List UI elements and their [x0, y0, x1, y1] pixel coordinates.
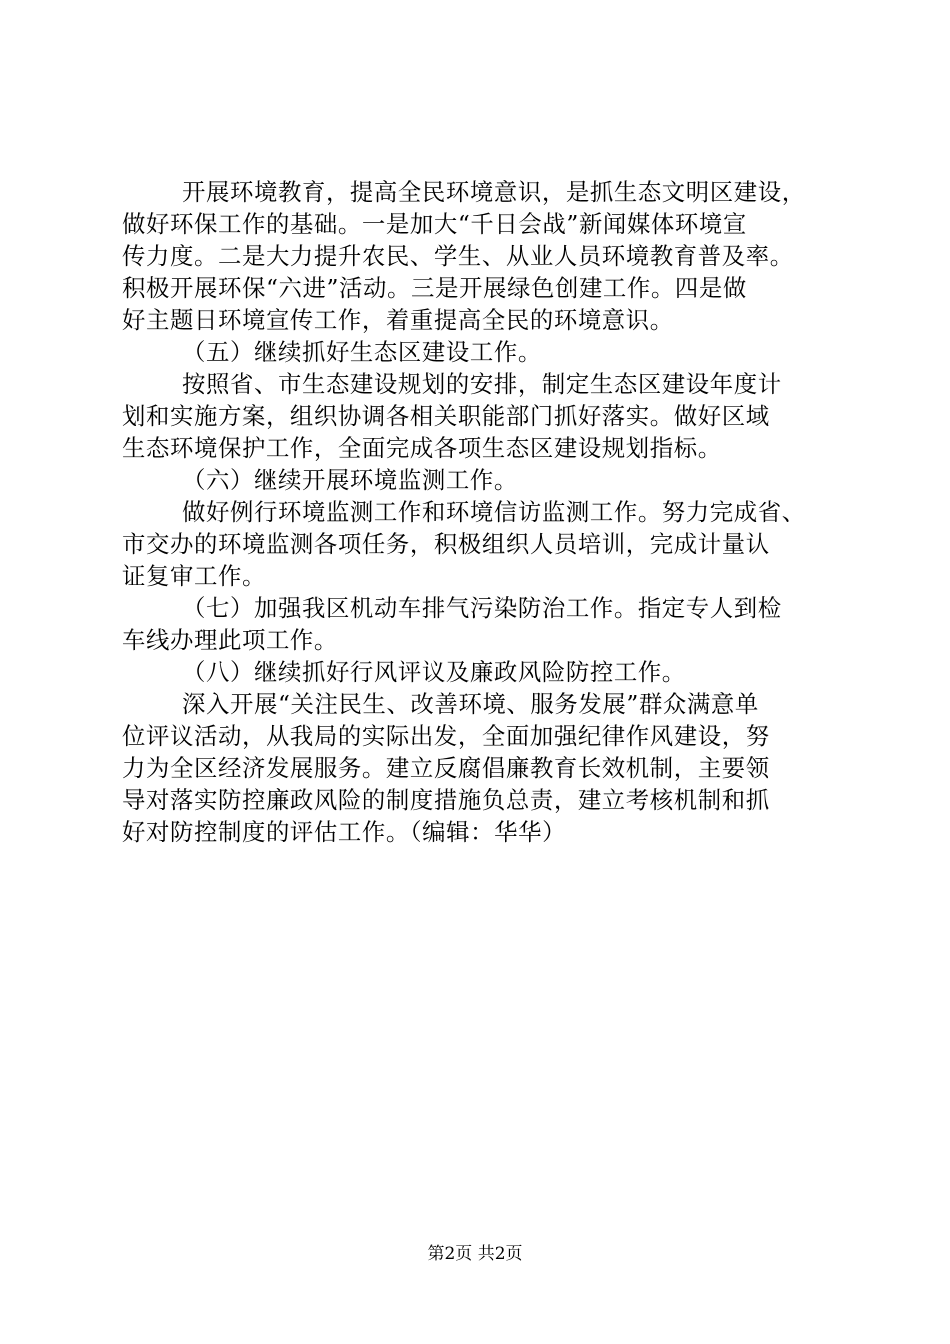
text-line: 力为全区经济发展服务。建立反腐倡廉教育长效机制，主要领 — [122, 754, 770, 782]
text-line: 市交办的环境监测各项任务，积极组织人员培训，完成计量认 — [122, 530, 770, 558]
section-heading: （五）继续抓好生态区建设工作。 — [182, 338, 542, 366]
document-body — [122, 176, 838, 848]
page-number-footer: 第2页 共2页 — [427, 1244, 523, 1264]
text-line: 做好例行环境监测工作和环境信访监测工作。努力完成省、 — [182, 498, 806, 526]
text-line: 划和实施方案，组织协调各相关职能部门抓好落实。做好区域 — [122, 402, 770, 430]
text-line: 积极开展环保“六进”活动。三是开展绿色创建工作。四是做 — [122, 274, 747, 302]
text-line: 证复审工作。 — [122, 562, 266, 590]
text-line: 生态环境保护工作，全面完成各项生态区建设规划指标。 — [122, 434, 722, 462]
text-line: 开展环境教育，提高全民环境意识，是抓生态文明区建设， — [182, 178, 806, 206]
text-line: 车线办理此项工作。 — [122, 626, 338, 654]
section-heading: （六）继续开展环境监测工作。 — [182, 466, 518, 494]
text-line: 传力度。二是大力提升农民、学生、从业人员环境教育普及率。 — [122, 242, 794, 270]
text-line: 按照省、市生态建设规划的安排，制定生态区建设年度计 — [182, 370, 782, 398]
text-line: 导对落实防控廉政风险的制度措施负总责，建立考核机制和抓 — [122, 786, 770, 814]
text-line: 好主题日环境宣传工作，着重提高全民的环境意识。 — [122, 306, 674, 334]
text-line: 好对防控制度的评估工作。（编辑：华华） — [122, 818, 567, 846]
text-line: 深入开展“关注民生、改善环境、服务发展”群众满意单 — [182, 690, 759, 718]
text-line: 位评议活动，从我局的实际出发，全面加强纪律作风建设，努 — [122, 722, 770, 750]
section-heading: （七）加强我区机动车排气污染防治工作。指定专人到检 — [182, 594, 782, 622]
text-line: 做好环保工作的基础。一是加大“千日会战”新闻媒体环境宣 — [122, 210, 747, 238]
section-heading: （八）继续抓好行风评议及廉政风险防控工作。 — [182, 658, 686, 686]
